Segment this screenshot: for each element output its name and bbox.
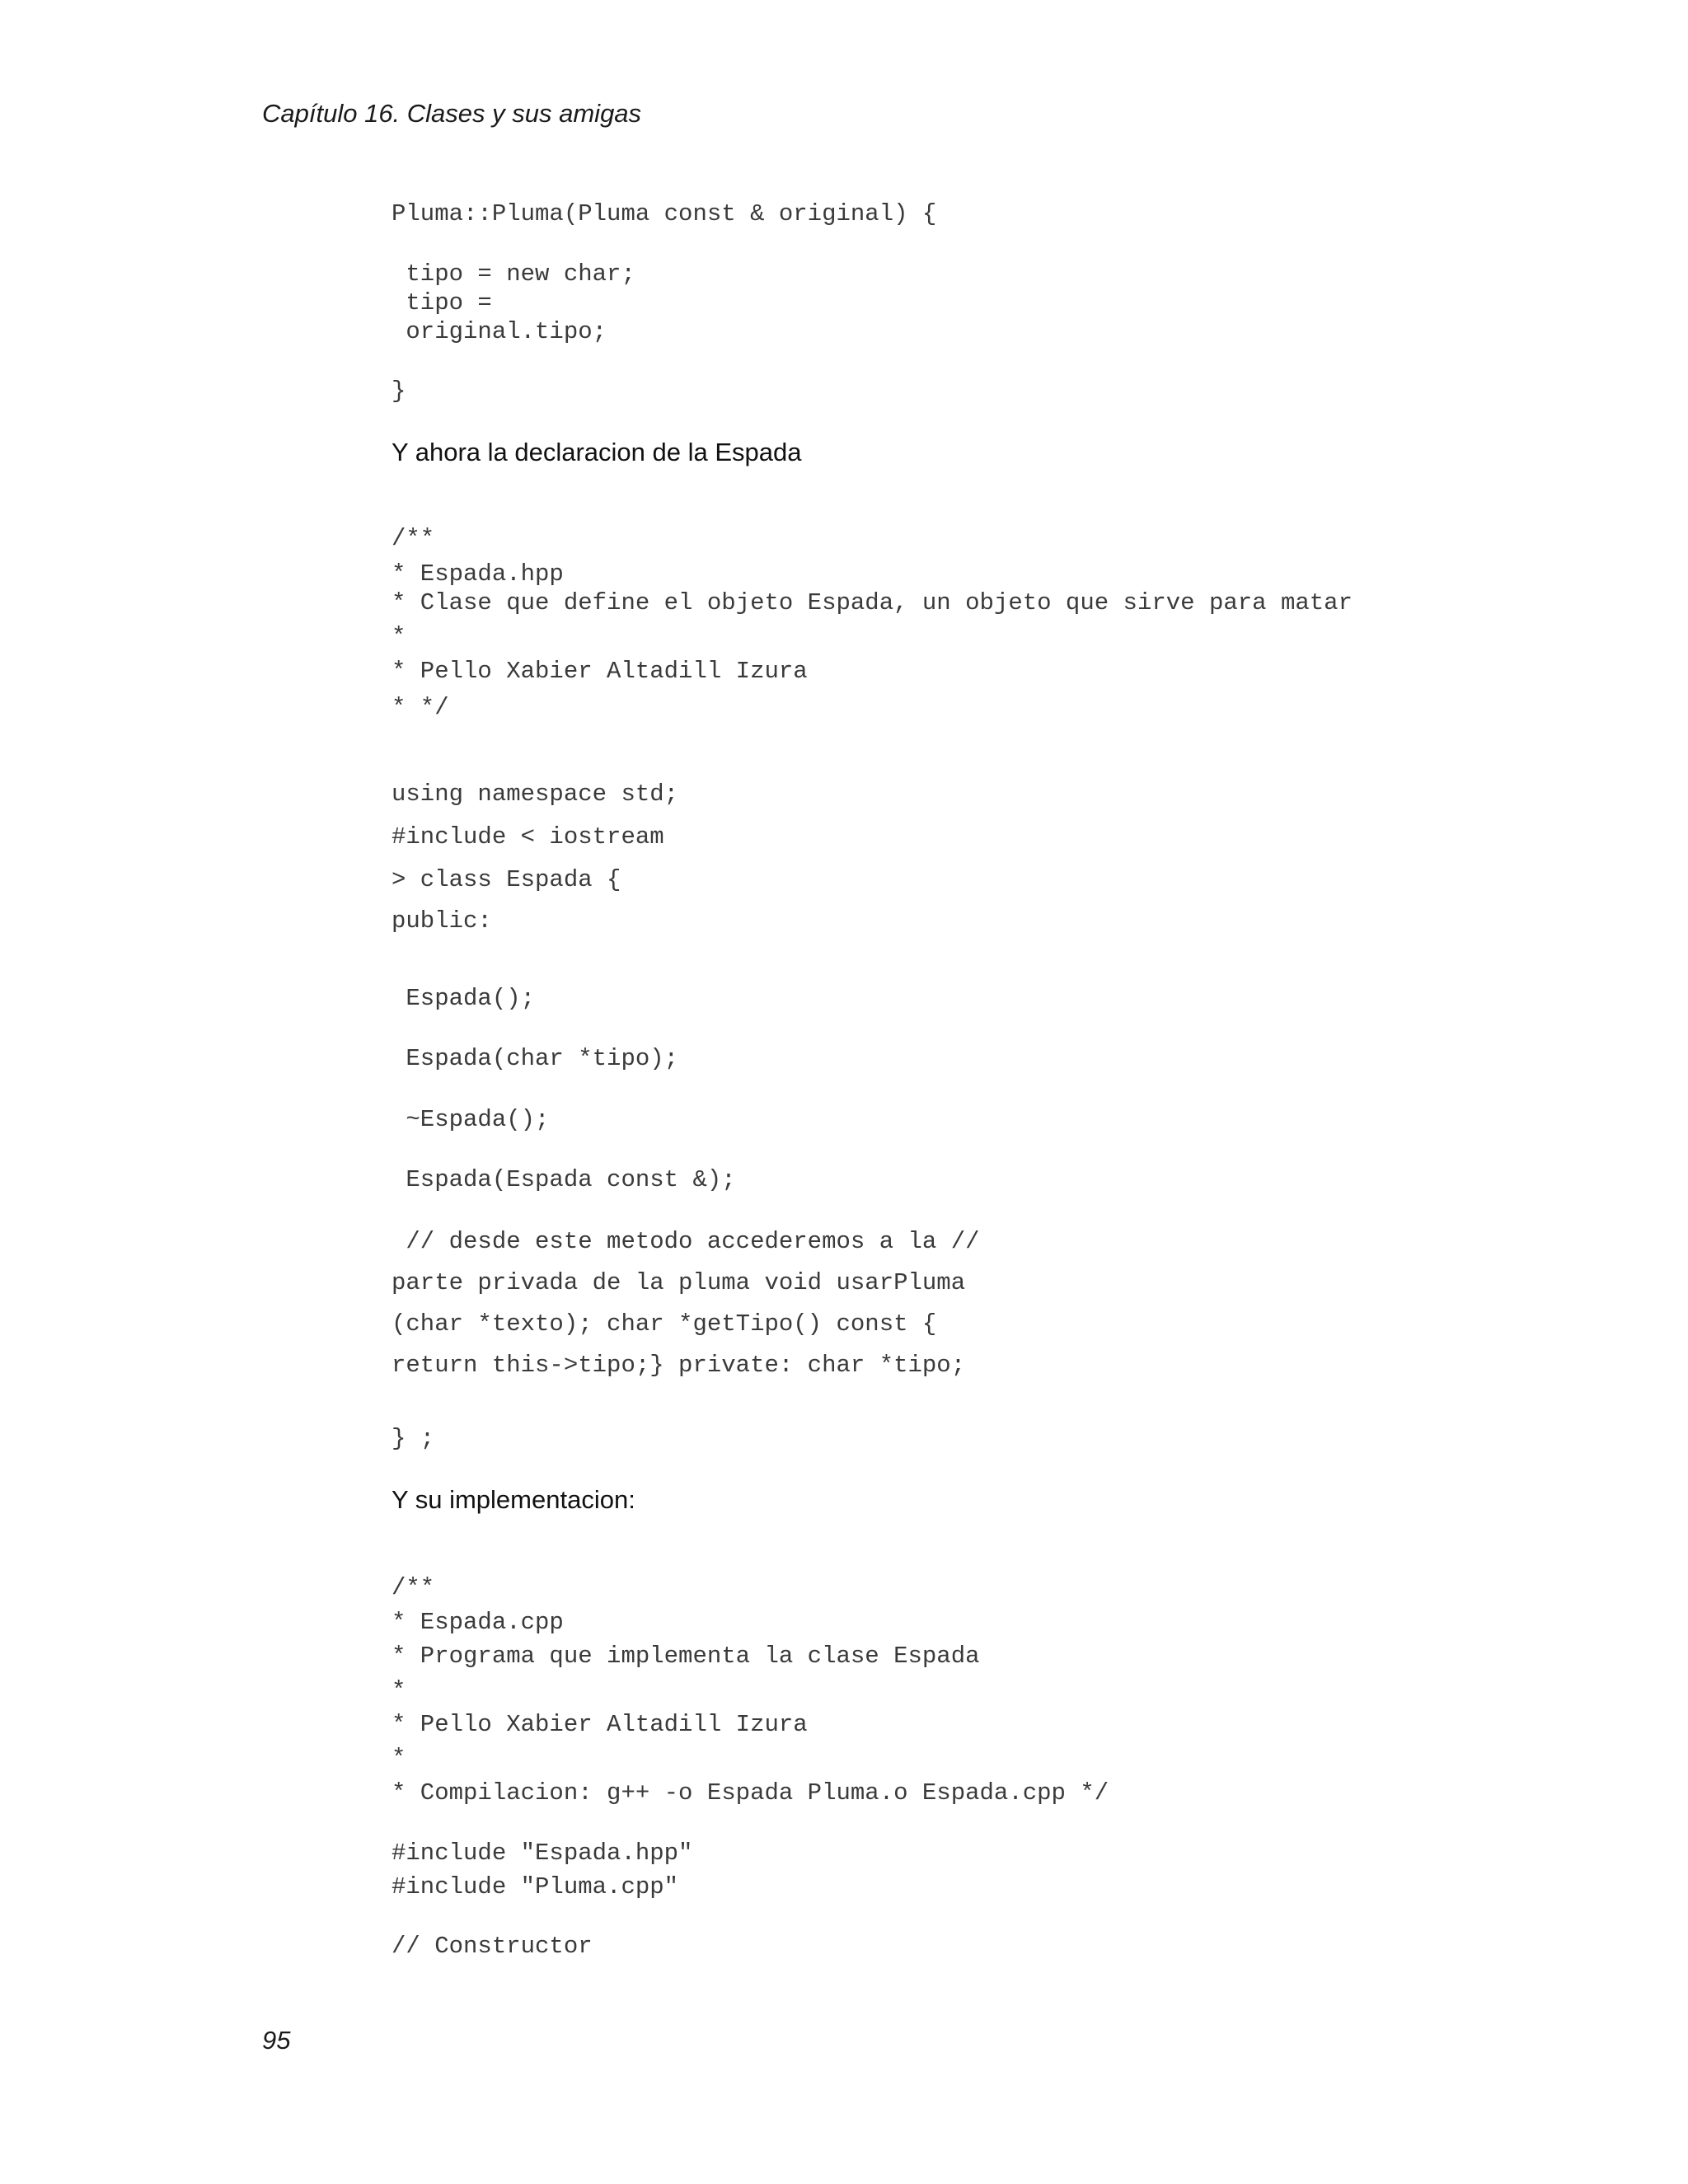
code-line: #include "Pluma.cpp" [392, 1873, 679, 1900]
code-line: * Programa que implementa la clase Espada [392, 1643, 980, 1670]
code-line: public: [392, 907, 492, 935]
paragraph-declaracion: Y ahora la declaracion de la Espada [392, 438, 802, 466]
code-line: * Compilacion: g++ -o Espada Pluma.o Espada.cpp */ [392, 1779, 1109, 1807]
code-line: // desde este metodo accederemos a la // [392, 1228, 980, 1255]
code-line: #include "Espada.hpp" [392, 1840, 693, 1867]
code-line: Pluma::Pluma(Pluma const & original) { [392, 200, 937, 227]
code-line: ~Espada(); [392, 1106, 550, 1133]
code-line: /** [392, 525, 435, 552]
code-line: return this->tipo;} private: char *tipo; [392, 1352, 966, 1379]
code-line: (char *texto); char *getTipo() const { [392, 1310, 937, 1338]
code-line: using namespace std; [392, 780, 679, 808]
code-line: * [392, 1677, 406, 1704]
paragraph-implementacion: Y su implementacion: [392, 1485, 635, 1514]
code-line: * */ [392, 694, 449, 721]
code-line: #include < iostream [392, 823, 664, 851]
code-line: parte privada de la pluma void usarPluma [392, 1269, 966, 1296]
code-line: tipo = new char; [392, 260, 635, 288]
code-line: Espada(); [392, 985, 536, 1012]
code-line: } ; [392, 1425, 435, 1452]
code-line: * Clase que define el objeto Espada, un objeto que sirve para matar [392, 589, 1353, 616]
code-line: original.tipo; [392, 318, 607, 345]
code-line: } [392, 377, 406, 405]
code-line: * Pello Xabier Altadill Izura [392, 658, 808, 685]
code-line: * Espada.cpp [392, 1609, 564, 1636]
code-line: * Pello Xabier Altadill Izura [392, 1711, 808, 1738]
page-number: 95 [262, 2026, 291, 2055]
code-line: /** [392, 1574, 435, 1601]
code-line: tipo = [392, 289, 492, 316]
running-header: Capítulo 16. Clases y sus amigas [262, 99, 642, 128]
code-line: Espada(char *tipo); [392, 1045, 679, 1072]
code-line: * [392, 1745, 406, 1772]
code-line: Espada(Espada const &); [392, 1166, 736, 1193]
code-line: * Espada.hpp [392, 560, 564, 588]
code-line: * [392, 623, 406, 650]
code-line: > class Espada { [392, 866, 621, 893]
code-line: // Constructor [392, 1933, 593, 1960]
